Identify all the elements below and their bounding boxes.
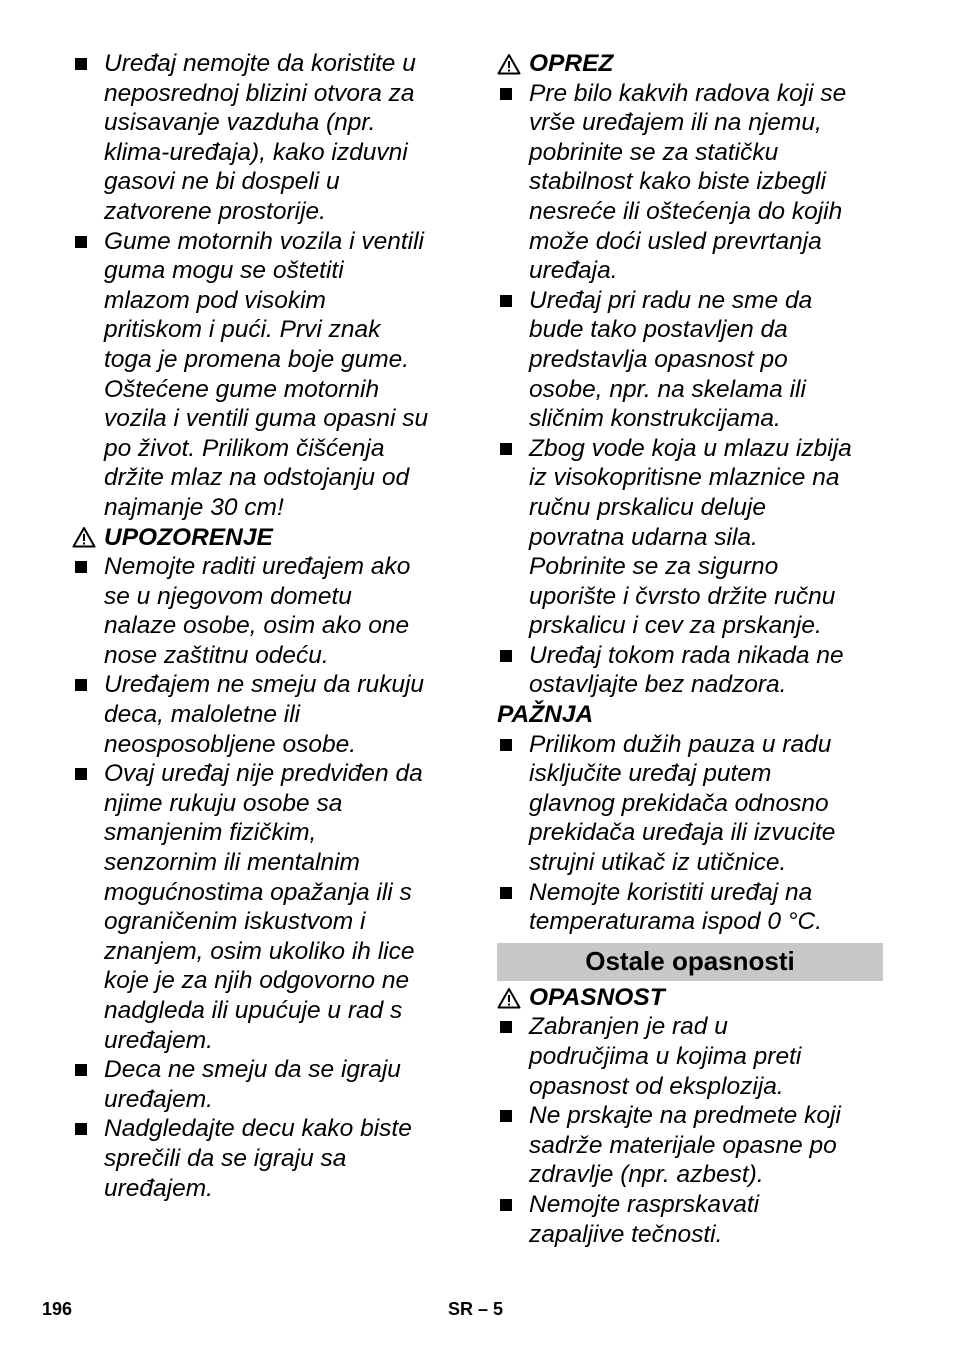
warning-triangle-icon: [497, 987, 521, 1009]
list-item: [497, 1012, 883, 1101]
bullet-icon: [75, 768, 87, 780]
bullet-icon: [75, 236, 87, 248]
bullet-icon: [75, 1123, 87, 1135]
section-title: Ostale opasnosti: [497, 943, 883, 981]
list-item-text: Uređaj nemojte da koristite u neposrednoj blizini otvora za usisavanje vazduha (npr. klima-uređaja), kako izduvni gasovi ne bi dospeli u zatvorene prostorije.: [104, 50, 416, 225]
bullet-icon: [75, 58, 87, 70]
page-number: 196: [42, 1299, 73, 1319]
bullet-icon: [500, 887, 512, 899]
list-item: [72, 759, 458, 1055]
danger-heading: [497, 983, 883, 1013]
list-item: [497, 434, 883, 641]
list-item-text: Pre bilo kakvih radova koji se vrše uređajem ili na njemu, pobrinite se za statičku stabilnost kako biste izbegli nesreće ili oštećenja do kojih može doći usled prevrtanja uređaja.: [529, 79, 847, 285]
bullet-icon: [500, 1199, 512, 1211]
list-item: [497, 1101, 883, 1190]
bullet-icon: [75, 679, 87, 691]
list-item-text: Zbog vode koja u mlazu izbija iz visokopritisne mlaznice na ručnu prskalicu deluje povratna udarna sila. Pobrinite se za sigurno uporište i čvrsto držite ručnu prskalicu i cev za prskanje.: [529, 434, 852, 640]
list-item: [72, 552, 458, 670]
page-label: SR – 5: [448, 1299, 504, 1319]
list-item: [497, 730, 883, 878]
bullet-icon: [75, 561, 87, 573]
list-item: [72, 670, 458, 759]
list-item-text: Nemojte rasprskavati zapaljive tečnosti.: [529, 1190, 760, 1248]
warning-label: UPOZORENJE: [104, 523, 273, 551]
warning-triangle-icon: [497, 53, 521, 75]
bullet-icon: [500, 88, 512, 100]
list-item: [497, 79, 883, 286]
list-item-text: Gume motornih vozila i ventili guma mogu se oštetiti mlazom pod visokim pritiskom i pući. Prvi znak toga je promena boje gume. Oštećene gume motornih vozila i ventili guma opasni su po život. Prilikom čišćenja držite mlaz na odstojanju od najmanje 30 cm!: [104, 227, 429, 521]
danger-label: OPASNOST: [529, 983, 665, 1011]
list-item-text: Ovaj uređaj nije predviđen da njime rukuju osobe sa smanjenim fizičkim, senzornim ili mentalnim mogućnostima opažanja ili s ograničenim iskustvom i znanjem, osim ukoliko ih lice koje je za njih odgovorno ne nadgleda ili upućuje u rad s uređajem.: [104, 760, 423, 1054]
list-item-text: Nadgledajte decu kako biste sprečili da se igraju sa uređajem.: [104, 1115, 412, 1202]
bullet-icon: [500, 739, 512, 751]
list-item-text: Zabranjen je rad u područjima u kojima preti opasnost od eksplozija.: [529, 1013, 802, 1100]
list-item: [497, 1190, 883, 1249]
bullet-icon: [500, 295, 512, 307]
bullet-icon: [500, 1110, 512, 1122]
right-column: [497, 49, 883, 1249]
list-item: [72, 1055, 458, 1114]
bullet-icon: [500, 650, 512, 662]
list-item: [72, 1114, 458, 1203]
list-item-text: Nemojte raditi uređajem ako se u njegovom dometu nalaze osobe, osim ako one nose zaštitnu odeću.: [104, 553, 411, 669]
warning-heading: [72, 523, 458, 553]
bullet-icon: [75, 1064, 87, 1076]
list-item: [497, 641, 883, 700]
list-item: [72, 227, 458, 523]
attention-label: PAŽNJA: [497, 701, 594, 729]
bullet-icon: [500, 443, 512, 455]
list-item-text: Deca ne smeju da se igraju uređajem.: [104, 1056, 401, 1113]
caution-label: OPREZ: [529, 50, 614, 77]
caution-heading: [497, 49, 883, 79]
list-item-text: Uređajem ne smeju da rukuju deca, maloletne ili neosposobljene osobe.: [104, 671, 425, 758]
list-item-text: Prilikom dužih pauza u radu isključite uređaj putem glavnog prekidača odnosno prekidača uređaja ili izvucite strujni utikač iz utičnice.: [529, 730, 836, 877]
warning-triangle-icon: [72, 526, 96, 548]
left-column: [72, 49, 458, 1203]
list-item: [497, 878, 883, 937]
list-item-text: Nemojte koristiti uređaj na temperaturama ispod 0 °C.: [529, 878, 823, 936]
list-item: [72, 49, 458, 227]
bullet-icon: [500, 1021, 512, 1033]
list-item-text: Uređaj tokom rada nikada ne ostavljajte bez nadzora.: [529, 641, 844, 699]
list-item-text: Ne prskajte na predmete koji sadrže materijale opasne po zdravlje (npr. azbest).: [529, 1102, 841, 1189]
list-item: [497, 286, 883, 434]
list-item-text: Uređaj pri radu ne sme da bude tako postavljen da predstavlja opasnost po osobe, npr. na skelama ili sličnim konstrukcijama.: [529, 286, 813, 433]
